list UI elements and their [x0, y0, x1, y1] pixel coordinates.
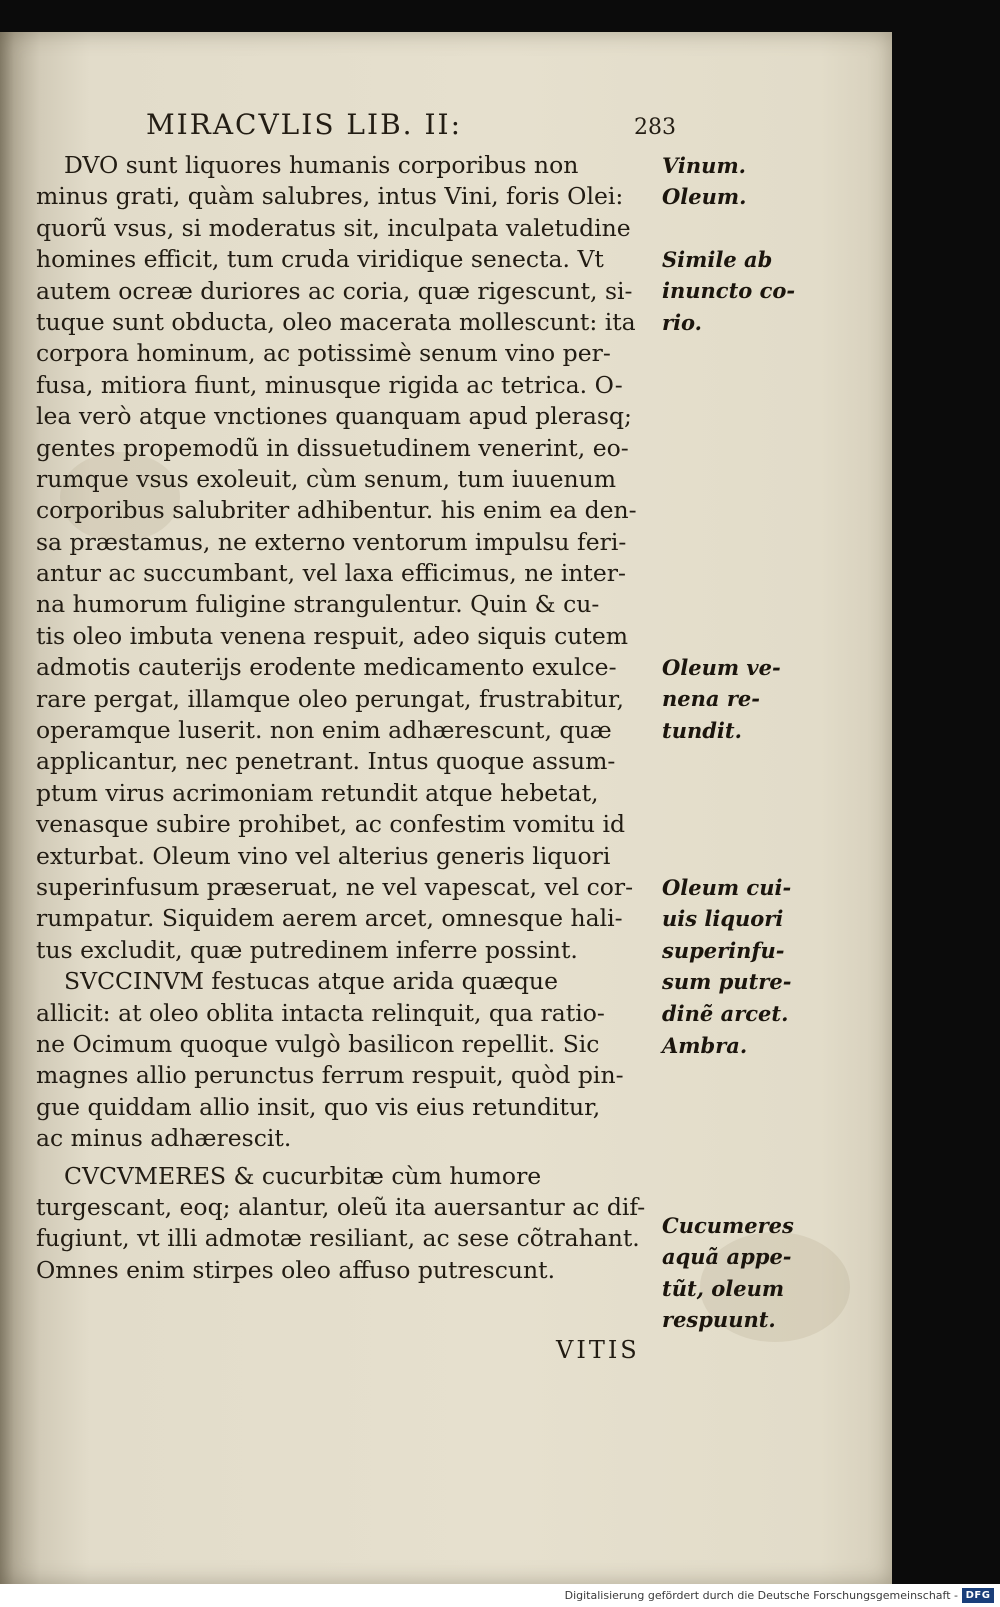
- margin-note: [662, 244, 832, 338]
- margin-note-line: Ambra.: [662, 1033, 748, 1058]
- margin-note-line: Cucumeres: [662, 1213, 794, 1238]
- margin-note-line: Oleum cui-: [662, 875, 792, 900]
- margin-note-line: superinfu-: [662, 937, 785, 963]
- text-line: gue quiddam allio insit, quo vis eius retunditur,: [36, 1092, 601, 1121]
- text-line: SVCCINVM festucas atque arida quæque: [64, 967, 558, 996]
- running-head: [146, 108, 676, 141]
- main-text-block: [36, 150, 654, 1286]
- text-line: quorũ vsus, si moderatus sit, inculpata valetudine: [36, 213, 631, 242]
- margin-note-line: Vinum.: [662, 153, 746, 178]
- text-line: turgescant, eoq; alantur, oleũ ita auersantur ac dif-: [36, 1192, 646, 1221]
- dfg-logo: DFG: [962, 1588, 994, 1603]
- text-line: venasque subire prohibet, ac confestim vomitu id: [36, 810, 626, 839]
- margin-note-line: Oleum ve-: [662, 655, 781, 680]
- text-line: corporibus salubriter adhibentur. his enim ea den-: [36, 496, 637, 525]
- text-line: autem ocreæ duriores ac coria, quæ rigescunt, si-: [36, 276, 633, 305]
- margin-note-line: inuncto co-: [662, 278, 796, 304]
- text-line: CVCVMERES & cucurbitæ cùm humore: [64, 1161, 542, 1190]
- margin-note-line: uis liquori: [662, 906, 784, 932]
- text-line: lea verò atque vnctiones quanquam apud plerasq;: [36, 402, 632, 431]
- text-line: magnes allio perunctus ferrum respuit, quòd pin-: [36, 1061, 624, 1090]
- margin-note-line: tũt, oleum: [662, 1275, 785, 1301]
- text-line: rare pergat, illamque oleo perungat, frustrabitur,: [36, 684, 625, 713]
- text-line: homines efficit, tum cruda viridique senecta. Vt: [36, 245, 604, 274]
- footer-credit: Digitalisierung gefördert durch die Deutsche Forschungsgemeinschaft -: [564, 1589, 958, 1602]
- text-line: tis oleo imbuta venena respuit, adeo siquis cutem: [36, 621, 629, 650]
- text-line: minus grati, quàm salubres, intus Vini, foris Olei:: [36, 182, 624, 211]
- margin-note: [662, 1210, 832, 1336]
- text-line: gentes propemodũ in dissuetudinem venerint, eo-: [36, 433, 629, 462]
- margin-note-line: Simile ab: [662, 247, 773, 272]
- text-line: superinfusum præseruat, ne vel vapescat, vel cor-: [36, 872, 634, 901]
- margin-note-line: respuunt.: [662, 1307, 776, 1333]
- text-line: sa præstamus, ne externo ventorum impulsu feri-: [36, 527, 627, 556]
- margin-note-line: tundit.: [662, 717, 742, 743]
- text-line: na humorum fuligine strangulentur. Quin & cu-: [36, 590, 600, 619]
- text-line: DVO sunt liquores humanis corporibus non: [64, 151, 579, 179]
- text-line: antur ac succumbant, vel laxa efficimus, ne inter-: [36, 559, 626, 588]
- margin-note: [662, 1030, 832, 1061]
- page-number: 283: [634, 115, 676, 140]
- text-line: applicantur, nec penetrant. Intus quoque assum-: [36, 747, 616, 776]
- text-line: tuque sunt obducta, oleo macerata mollescunt: ita: [36, 307, 636, 336]
- margin-note: [662, 150, 832, 213]
- margin-note-line: rio.: [662, 309, 702, 335]
- margin-note: [662, 652, 832, 746]
- text-line: fugiunt, vt illi admotæ resiliant, ac sese cõtrahant.: [36, 1224, 640, 1253]
- margin-note-line: aquã appe-: [662, 1244, 792, 1270]
- running-title: MIRACVLIS LIB. II:: [146, 108, 462, 141]
- text-line: corpora hominum, ac potissimè senum vino per-: [36, 339, 611, 368]
- text-line: Omnes enim stirpes oleo affuso putrescunt.: [36, 1255, 556, 1284]
- margin-note-line: Oleum.: [662, 184, 747, 210]
- text-line: tus excludit, quæ putredinem inferre possint.: [36, 935, 578, 964]
- margin-note-line: dinẽ arcet.: [662, 1000, 789, 1026]
- text-line: ac minus adhærescit.: [36, 1124, 292, 1153]
- text-line: rumpatur. Siquidem aerem arcet, omnesque hali-: [36, 904, 623, 933]
- text-line: fusa, mitiora fiunt, minusque rigida ac tetrica. O-: [36, 370, 623, 399]
- text-line: ne Ocimum quoque vulgò basilicon repellit. Sic: [36, 1029, 600, 1058]
- text-line: admotis cauterijs erodente medicamento exulce-: [36, 653, 617, 682]
- text-line: allicit: at oleo oblita intacta relinquit, qua ratio-: [36, 998, 605, 1027]
- text-line: operamque luserit. non enim adhærescunt, quæ: [36, 716, 612, 745]
- margin-note: [662, 872, 832, 1029]
- text-line: exturbat. Oleum vino vel alterius generis liquori: [36, 841, 611, 870]
- margin-note-line: sum putre-: [662, 969, 792, 995]
- text-line: ptum virus acrimoniam retundit atque hebetat,: [36, 778, 599, 807]
- margin-note-line: nena re-: [662, 686, 760, 712]
- text-line: rumque vsus exoleuit, cùm senum, tum iuuenum: [36, 464, 617, 493]
- catchword: VITIS: [556, 1336, 640, 1364]
- digitization-footer: [0, 1584, 1000, 1607]
